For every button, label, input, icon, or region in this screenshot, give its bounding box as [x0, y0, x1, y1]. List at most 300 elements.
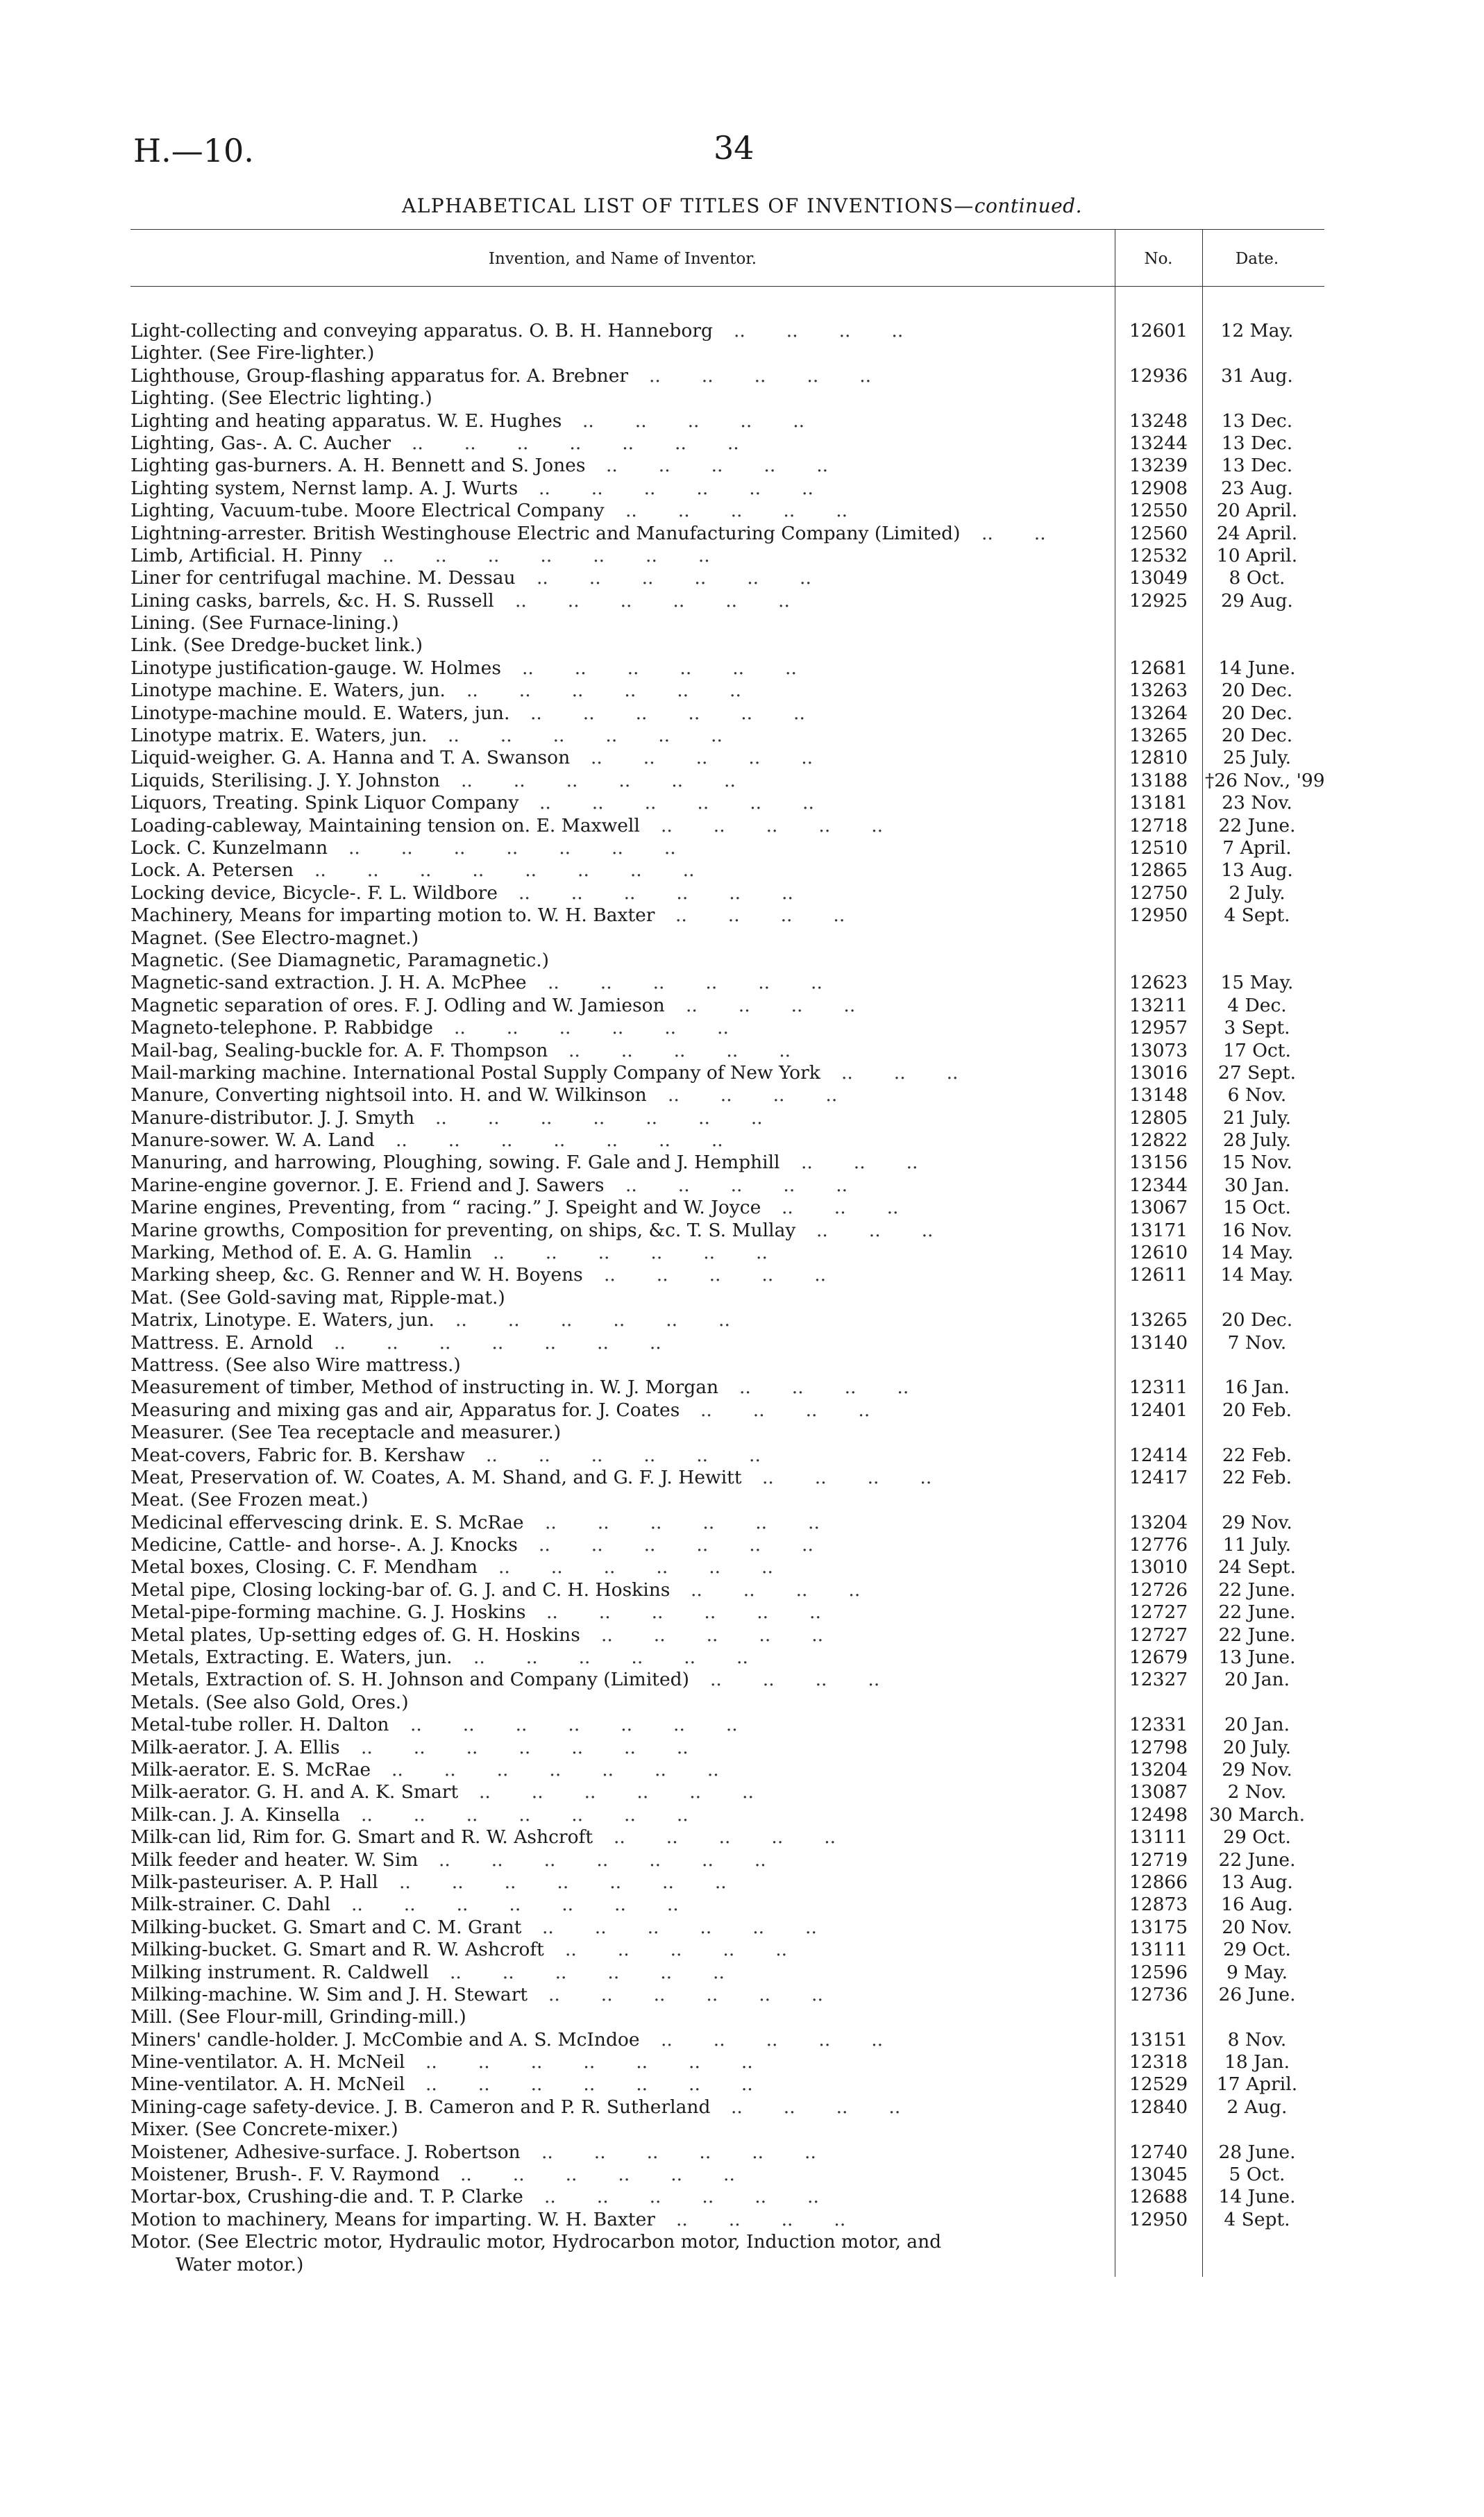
dot-leader: .. .. .. .. ..: [606, 455, 870, 477]
table-row: [0, 1737, 1484, 1759]
invention-title: Medicine, Cattle- and horse-. A. J. Knocks: [130, 1534, 518, 1556]
patent-number: 12873: [1129, 1894, 1188, 1916]
patent-number: 12727: [1129, 1624, 1188, 1646]
dot-leader: .. .. .. .. .. .. .. ..: [314, 859, 736, 882]
column-header-no: No.: [1144, 250, 1173, 268]
patent-date: 14 May.: [1220, 1242, 1294, 1264]
invention-title: Lighting and heating apparatus. W. E. Hughes: [130, 410, 562, 432]
patent-number: 12681: [1129, 657, 1188, 679]
patent-number: 12679: [1129, 1647, 1188, 1669]
dot-leader: .. .. .. .. ..: [582, 410, 846, 432]
dot-leader: .. .. .. ..: [739, 1377, 950, 1399]
invention-title: Metal plates, Up-setting edges of. G. H. Hoskins: [130, 1624, 580, 1646]
table-row: [0, 2119, 1484, 2141]
table-row: [0, 1287, 1484, 1309]
patent-date: 27 Sept.: [1217, 1061, 1297, 1084]
title-main: ALPHABETICAL LIST OF TITLES OF INVENTIONS—: [401, 194, 975, 217]
invention-title: Mattress. E. Arnold: [130, 1331, 314, 1354]
invention-title: Meat, Preservation of. W. Coates, A. M. Shand, and G. F. J. Hewitt: [130, 1466, 742, 1488]
patent-number: 12798: [1129, 1736, 1188, 1758]
invention-title: Magnetic. (See Diamagnetic, Paramagnetic.): [130, 949, 549, 971]
patent-number: 12719: [1129, 1849, 1188, 1871]
table-row: [0, 1962, 1484, 1984]
table-row: [0, 455, 1484, 477]
invention-title: Metals. (See also Gold, Ores.): [130, 1691, 409, 1713]
invention-title: Milk-can. J. A. Kinsella: [130, 1803, 340, 1826]
patent-number: 13140: [1129, 1331, 1188, 1354]
invention-title: Mortar-box, Crushing-die and. T. P. Clarke: [130, 2186, 523, 2208]
table-row: [0, 2006, 1484, 2028]
patent-date: 22 June.: [1218, 814, 1296, 836]
patent-number: 13010: [1129, 1556, 1188, 1579]
invention-title: Lining casks, barrels, &c. H. S. Russell: [130, 589, 494, 612]
patent-number: 13181: [1129, 792, 1188, 814]
dot-leader: .. .. .. .. .. ..: [486, 1444, 802, 1466]
table-row: [0, 1826, 1484, 1849]
patent-number: 12414: [1129, 1444, 1188, 1466]
table-row: [0, 792, 1484, 814]
invention-title: Mattress. (See also Wire mattress.): [130, 1354, 461, 1376]
table-row: [0, 1917, 1484, 1939]
patent-date: 17 Oct.: [1223, 1039, 1291, 1061]
table-row: [0, 567, 1484, 589]
table-row: [0, 1220, 1484, 1242]
patent-number: 13265: [1129, 725, 1188, 747]
invention-title: Manure-distributor. J. J. Smyth: [130, 1106, 415, 1129]
invention-title: Liquors, Treating. Spink Liquor Company: [130, 792, 519, 814]
table-row: [0, 590, 1484, 612]
patent-date: 15 Oct.: [1223, 1197, 1291, 1219]
table-row: [0, 2186, 1484, 2208]
patent-number: 12688: [1129, 2186, 1188, 2208]
patent-date: 28 June.: [1218, 2141, 1296, 2163]
invention-title: Metals, Extraction of. S. H. Johnson and Company (Limited): [130, 1669, 689, 1691]
dot-leader: .. .. .. .. .. .. ..: [361, 1736, 730, 1758]
dot-leader: .. .. .. .. .. .. ..: [361, 1803, 730, 1826]
dot-leader: .. .. .. .. .. ..: [548, 1983, 864, 2005]
dot-leader: .. .. .. .. ..: [568, 1039, 832, 1061]
table-row: [0, 680, 1484, 702]
dot-leader: .. .. .. ..: [762, 1466, 973, 1488]
table-row: [0, 1556, 1484, 1579]
patent-date: 2 July.: [1229, 882, 1285, 904]
patent-number: 12957: [1129, 1017, 1188, 1039]
patent-date: 3 Sept.: [1224, 1017, 1290, 1039]
patent-number: 13067: [1129, 1197, 1188, 1219]
dot-leader: .. .. .. ..: [710, 1669, 921, 1691]
table-row: [0, 747, 1484, 769]
patent-date: 9 May.: [1226, 1961, 1288, 1983]
patent-date: 31 Aug.: [1221, 364, 1293, 387]
invention-list: [0, 320, 1484, 2276]
table-row: [0, 1017, 1484, 1039]
dot-leader: .. .. .. .. ..: [625, 500, 889, 522]
patent-date: 22 June.: [1218, 1601, 1296, 1624]
dot-leader: .. .. .. ..: [734, 320, 945, 342]
dot-leader: .. .. .. .. .. ..: [539, 792, 855, 814]
patent-date: 20 Feb.: [1222, 1399, 1292, 1421]
patent-date: 29 Oct.: [1223, 1826, 1291, 1849]
patent-number: 12529: [1129, 2073, 1188, 2096]
patent-date: 13 Aug.: [1221, 859, 1293, 882]
dot-leader: .. .. .. .. .. ..: [518, 882, 834, 904]
dot-leader: .. .. ..: [801, 1152, 959, 1174]
dot-leader: .. .. .. .. ..: [661, 2028, 925, 2051]
table-row: [0, 1332, 1484, 1354]
patent-date: 15 May.: [1220, 972, 1294, 994]
table-row: [0, 387, 1484, 410]
patent-number: 12344: [1129, 1174, 1188, 1196]
dot-leader: .. .. .. .. .. .. ..: [425, 2051, 794, 2073]
table-row: [0, 523, 1484, 545]
dot-leader: .. .. .. .. ..: [565, 1939, 829, 1961]
invention-title: Measurer. (See Tea receptacle and measurer.): [130, 1422, 562, 1444]
patent-number: 12331: [1129, 1714, 1188, 1736]
patent-number: 12560: [1129, 522, 1188, 544]
patent-number: 12550: [1129, 500, 1188, 522]
dot-leader: .. .. .. .. .. ..: [537, 567, 852, 589]
invention-title: Milking-bucket. G. Smart and C. M. Grant: [130, 1916, 522, 1938]
invention-title: Lighthouse, Group-flashing apparatus for. A. Brebner: [130, 364, 629, 387]
invention-title: Lightning-arrester. British Westinghouse Electric and Manufacturing Company (Limited): [130, 522, 961, 544]
dot-leader: .. .. .. ..: [675, 904, 886, 927]
table-row: [0, 1107, 1484, 1129]
table-row: [0, 342, 1484, 364]
patent-date: 29 Aug.: [1221, 589, 1293, 612]
patent-date: 22 June.: [1218, 1849, 1296, 1871]
patent-number: 12726: [1129, 1579, 1188, 1601]
patent-date: 16 Jan.: [1224, 1377, 1290, 1399]
table-row: [0, 995, 1484, 1017]
table-row: [0, 478, 1484, 500]
dot-leader: .. .. .. .. .. ..: [548, 972, 863, 994]
patent-number: 12805: [1129, 1106, 1188, 1129]
invention-title: Miners' candle-holder. J. McCombie and A. S. McIndoe: [130, 2028, 640, 2051]
patent-date: 22 June.: [1218, 1579, 1296, 1601]
patent-date: 8 Oct.: [1229, 567, 1285, 589]
dot-leader: .. .. .. .. .. ..: [448, 725, 764, 747]
patent-number: 13244: [1129, 432, 1188, 454]
patent-date: 6 Nov.: [1227, 1084, 1287, 1106]
patent-date: 20 Jan.: [1224, 1669, 1290, 1691]
invention-title: Linotype-machine mould. E. Waters, jun.: [130, 702, 510, 724]
invention-title: Measurement of timber, Method of instructing in. W. J. Morgan: [130, 1377, 719, 1399]
dot-leader: .. .. .. .. .. ..: [493, 1242, 809, 1264]
dot-leader: .. .. .. .. .. .. ..: [351, 1894, 720, 1916]
invention-title: Milk-aerator. J. A. Ellis: [130, 1736, 340, 1758]
dot-leader: .. .. .. ..: [731, 2096, 942, 2118]
dot-leader: .. .. .. .. ..: [625, 1174, 889, 1196]
dot-leader: .. .. .. .. .. ..: [545, 1511, 861, 1533]
dot-leader: .. .. .. .. .. .. ..: [334, 1331, 702, 1354]
dot-leader: .. .. .. .. .. ..: [522, 657, 838, 679]
patent-date: †26 Nov., '99: [1205, 769, 1325, 791]
dot-leader: .. .. .. .. .. .. ..: [391, 1759, 760, 1781]
dot-leader: .. .. .. .. .. .. ..: [382, 544, 751, 566]
table-row: [0, 1422, 1484, 1444]
patent-number: 12750: [1129, 882, 1188, 904]
patent-date: 18 Jan.: [1224, 2051, 1290, 2073]
patent-date: 15 Nov.: [1222, 1152, 1292, 1174]
invention-title: Moistener, Adhesive-surface. J. Robertson: [130, 2141, 521, 2163]
patent-date: 13 Dec.: [1221, 432, 1293, 454]
patent-number: 12740: [1129, 2141, 1188, 2163]
table-row: [0, 1939, 1484, 1961]
patent-date: 16 Aug.: [1221, 1894, 1293, 1916]
table-row: [0, 815, 1484, 837]
invention-title: Lighting system, Nernst lamp. A. J. Wurts: [130, 477, 518, 499]
invention-title: Mill. (See Flour-mill, Grinding-mill.): [130, 2006, 466, 2028]
dot-leader: .. .. .. .. ..: [661, 814, 925, 836]
patent-number: 12318: [1129, 2051, 1188, 2073]
invention-title: Liquid-weigher. G. A. Hanna and T. A. Swanson: [130, 747, 571, 769]
dot-leader: .. .. .. .. ..: [601, 1624, 865, 1646]
table-row: [0, 882, 1484, 904]
patent-date: 20 Dec.: [1221, 680, 1293, 702]
dot-leader: .. .. .. .. .. .. ..: [412, 432, 780, 454]
patent-date: 13 Dec.: [1221, 410, 1293, 432]
invention-title: Linotype matrix. E. Waters, jun.: [130, 725, 428, 747]
table-row: [0, 950, 1484, 972]
patent-date: 4 Dec.: [1227, 994, 1287, 1016]
table-row: [0, 432, 1484, 455]
patent-date: 2 Aug.: [1226, 2096, 1288, 2118]
patent-date: 16 Nov.: [1222, 1219, 1292, 1241]
invention-title: Light-collecting and conveying apparatus. O. B. H. Hanneborg: [130, 320, 713, 342]
patent-number: 12776: [1129, 1534, 1188, 1556]
patent-date: 17 April.: [1216, 2073, 1298, 2096]
patent-date: 20 Dec.: [1221, 702, 1293, 724]
table-row: [0, 1692, 1484, 1714]
patent-number: 13151: [1129, 2028, 1188, 2051]
invention-title: Magnetic-sand extraction. J. H. A. McPhee: [130, 972, 527, 994]
invention-title: Manure-sower. W. A. Land: [130, 1129, 375, 1152]
invention-title: Manure, Converting nightsoil into. H. and W. Wilkinson: [130, 1084, 647, 1106]
table-row: [0, 1264, 1484, 1286]
patent-date: 21 July.: [1222, 1106, 1292, 1129]
dot-leader: .. .. .. .. .. .. ..: [435, 1106, 804, 1129]
dot-leader: .. .. .. .. .. ..: [541, 2141, 857, 2163]
patent-number: 12736: [1129, 1983, 1188, 2005]
invention-title: Mixer. (See Concrete-mixer.): [130, 2119, 398, 2141]
table-row: [0, 1377, 1484, 1399]
dot-leader: .. .. .. .. .. ..: [498, 1556, 814, 1579]
dot-leader: .. .. .. .. .. ..: [460, 2164, 776, 2186]
dot-leader: .. .. ..: [816, 1219, 975, 1241]
table-row: [0, 1040, 1484, 1062]
invention-title: Magneto-telephone. P. Rabbidge: [130, 1017, 433, 1039]
invention-title: Loading-cableway, Maintaining tension on. E. Maxwell: [130, 814, 640, 836]
dot-leader: .. .. .. .. .. ..: [454, 1017, 770, 1039]
patent-number: 12311: [1129, 1377, 1188, 1399]
dot-leader: .. .. .. .. .. ..: [461, 769, 777, 791]
table-row: [0, 770, 1484, 792]
invention-title: Linotype justification-gauge. W. Holmes: [130, 657, 501, 679]
patent-date: 30 March.: [1208, 1803, 1306, 1826]
invention-title: Marine growths, Composition for preventing, on ships, &c. T. S. Mullay: [130, 1219, 796, 1241]
table-row: [0, 1152, 1484, 1174]
patent-number: 12908: [1129, 477, 1188, 499]
invention-title: Limb, Artificial. H. Pinny: [130, 544, 362, 566]
dot-leader: .. .. .. .. .. ..: [450, 1961, 766, 1983]
invention-title: Meat. (See Frozen meat.): [130, 1489, 369, 1511]
table-row: [0, 2096, 1484, 2119]
dot-leader: .. .. .. .. .. ..: [544, 2186, 860, 2208]
patent-date: 20 Dec.: [1221, 1309, 1293, 1331]
invention-title: Motion to machinery, Means for imparting. W. H. Baxter: [130, 2208, 655, 2230]
patent-date: 2 Nov.: [1227, 1781, 1287, 1803]
page-number: 34: [714, 129, 754, 167]
invention-title: Machinery, Means for imparting motion to. W. H. Baxter: [130, 904, 655, 927]
invention-title: Lighting, Gas-. A. C. Aucher: [130, 432, 391, 454]
patent-date: 24 April.: [1216, 522, 1298, 544]
patent-number: 13148: [1129, 1084, 1188, 1106]
dot-leader: .. .. .. .. .. ..: [479, 1781, 795, 1803]
title-continued: continued.: [974, 194, 1083, 217]
invention-title: Milk-aerator. E. S. McRae: [130, 1759, 371, 1781]
patent-date: 24 Sept.: [1217, 1556, 1297, 1579]
invention-title: Metal boxes, Closing. C. F. Mendham: [130, 1556, 478, 1579]
patent-number: 12865: [1129, 859, 1188, 882]
patent-number: 12601: [1129, 320, 1188, 342]
table-row: [0, 410, 1484, 432]
invention-title: Lighting. (See Electric lighting.): [130, 387, 432, 410]
invention-title: Metals, Extracting. E. Waters, jun.: [130, 1647, 453, 1669]
patent-date: 20 Jan.: [1224, 1714, 1290, 1736]
invention-title: Mat. (See Gold-saving mat, Ripple-mat.): [130, 1286, 505, 1308]
table-row: [0, 702, 1484, 725]
patent-number: 13264: [1129, 702, 1188, 724]
dot-leader: .. .. .. ..: [691, 1579, 902, 1601]
patent-date: 29 Nov.: [1222, 1511, 1292, 1533]
table-top-rule: [130, 229, 1324, 230]
invention-title: Mail-marking machine. International Postal Supply Company of New York: [130, 1061, 820, 1084]
invention-title: Lighting, Vacuum-tube. Moore Electrical Company: [130, 500, 605, 522]
invention-title: Lining. (See Furnace-lining.): [130, 612, 399, 634]
patent-date: 14 June.: [1218, 2186, 1296, 2208]
table-row: [0, 500, 1484, 522]
table-row: [0, 612, 1484, 634]
dot-leader: .. .. .. .. ..: [649, 364, 913, 387]
patent-number: 12498: [1129, 1803, 1188, 1826]
dot-leader: .. .. .. ..: [676, 2208, 887, 2230]
invention-title: Liquids, Sterilising. J. Y. Johnston: [130, 769, 440, 791]
invention-title: Marine engines, Preventing, from “ racing.” J. Speight and W. Joyce: [130, 1197, 761, 1219]
dot-leader: .. .. .. .. .. .. ..: [425, 2073, 794, 2096]
invention-title: Metal-tube roller. H. Dalton: [130, 1714, 389, 1736]
invention-title: Marking, Method of. E. A. G. Hamlin: [130, 1242, 472, 1264]
table-row: [0, 365, 1484, 387]
table-row: [0, 1129, 1484, 1152]
table-row: [0, 904, 1484, 927]
patent-number: 12623: [1129, 972, 1188, 994]
dot-leader: .. .. .. .. .. ..: [455, 1309, 771, 1331]
patent-number: 13016: [1129, 1061, 1188, 1084]
table-row: [0, 1512, 1484, 1534]
invention-title: Lighting gas-burners. A. H. Bennett and S. Jones: [130, 455, 586, 477]
table-row: [0, 1309, 1484, 1331]
invention-title: Milk-pasteuriser. A. P. Hall: [130, 1871, 378, 1893]
table-row: [0, 1084, 1484, 1106]
invention-title: Milk-strainer. C. Dahl: [130, 1894, 330, 1916]
patent-date: 20 July.: [1222, 1736, 1292, 1758]
dot-leader: .. .. .. .. .. ..: [539, 1534, 854, 1556]
patent-number: 13188: [1129, 769, 1188, 791]
patent-number: 13204: [1129, 1511, 1188, 1533]
invention-title: Lock. C. Kunzelmann: [130, 836, 328, 859]
patent-date: 8 Nov.: [1227, 2028, 1287, 2051]
patent-date: 14 May.: [1220, 1264, 1294, 1286]
dot-leader: .. .. .. .. .. ..: [546, 1601, 862, 1624]
dot-leader: .. ..: [981, 522, 1087, 544]
invention-title: Link. (See Dredge-bucket link.): [130, 634, 423, 657]
patent-date: 5 Oct.: [1229, 2164, 1285, 2186]
patent-number: 12510: [1129, 836, 1188, 859]
table-row: [0, 1759, 1484, 1781]
invention-title: Water motor.): [176, 2253, 304, 2275]
table-row: [0, 2029, 1484, 2051]
invention-title: Manuring, and harrowing, Ploughing, sowing. F. Gale and J. Hemphill: [130, 1152, 780, 1174]
patent-date: 7 April.: [1222, 836, 1292, 859]
invention-title: Matrix, Linotype. E. Waters, jun.: [130, 1309, 435, 1331]
table-row: [0, 1669, 1484, 1691]
table-row: [0, 2209, 1484, 2231]
dot-leader: .. .. .. .. .. .. ..: [439, 1849, 807, 1871]
table-row: [0, 1624, 1484, 1647]
table-row: [0, 2231, 1484, 2253]
patent-date: 11 July.: [1222, 1534, 1292, 1556]
patent-date: 29 Oct.: [1223, 1939, 1291, 1961]
invention-title: Marine-engine governor. J. E. Friend and J. Sawers: [130, 1174, 605, 1196]
table-row: [0, 1062, 1484, 1084]
table-header-rule: [130, 286, 1324, 287]
table-row: [0, 1647, 1484, 1669]
patent-date: 22 Feb.: [1222, 1466, 1292, 1488]
invention-title: Milking-bucket. G. Smart and R. W. Ashcroft: [130, 1939, 544, 1961]
invention-title: Metal-pipe-forming machine. G. J. Hoskins: [130, 1601, 526, 1624]
table-row: [0, 634, 1484, 657]
table-row: [0, 1197, 1484, 1219]
patent-number: 12810: [1129, 747, 1188, 769]
patent-number: 12596: [1129, 1961, 1188, 1983]
table-row: [0, 2141, 1484, 2164]
column-header-date: Date.: [1235, 250, 1279, 268]
patent-date: 22 June.: [1218, 1624, 1296, 1646]
patent-date: 30 Jan.: [1224, 1174, 1290, 1196]
patent-date: 25 July.: [1222, 747, 1292, 769]
dot-leader: .. .. .. .. .. ..: [530, 702, 846, 724]
patent-number: 12611: [1129, 1264, 1188, 1286]
page-title: [0, 194, 1484, 217]
invention-title: Mine-ventilator. A. H. McNeil: [130, 2073, 405, 2096]
patent-number: 12718: [1129, 814, 1188, 836]
patent-date: 10 April.: [1216, 544, 1298, 566]
dot-leader: .. .. .. .. .. .. ..: [399, 1871, 768, 1893]
patent-number: 12822: [1129, 1129, 1188, 1152]
table-row: [0, 2051, 1484, 2073]
patent-number: 13171: [1129, 1219, 1188, 1241]
table-row: [0, 320, 1484, 342]
table-row: [0, 1579, 1484, 1601]
table-row: [0, 1601, 1484, 1624]
dot-leader: .. .. .. ..: [668, 1084, 879, 1106]
patent-date: 26 June.: [1218, 1983, 1296, 2005]
invention-title: Liner for centrifugal machine. M. Dessau: [130, 567, 516, 589]
dot-leader: .. .. .. .. .. ..: [473, 1647, 789, 1669]
invention-title: Lock. A. Petersen: [130, 859, 294, 882]
patent-number: 12417: [1129, 1466, 1188, 1488]
patent-number: 12727: [1129, 1601, 1188, 1624]
